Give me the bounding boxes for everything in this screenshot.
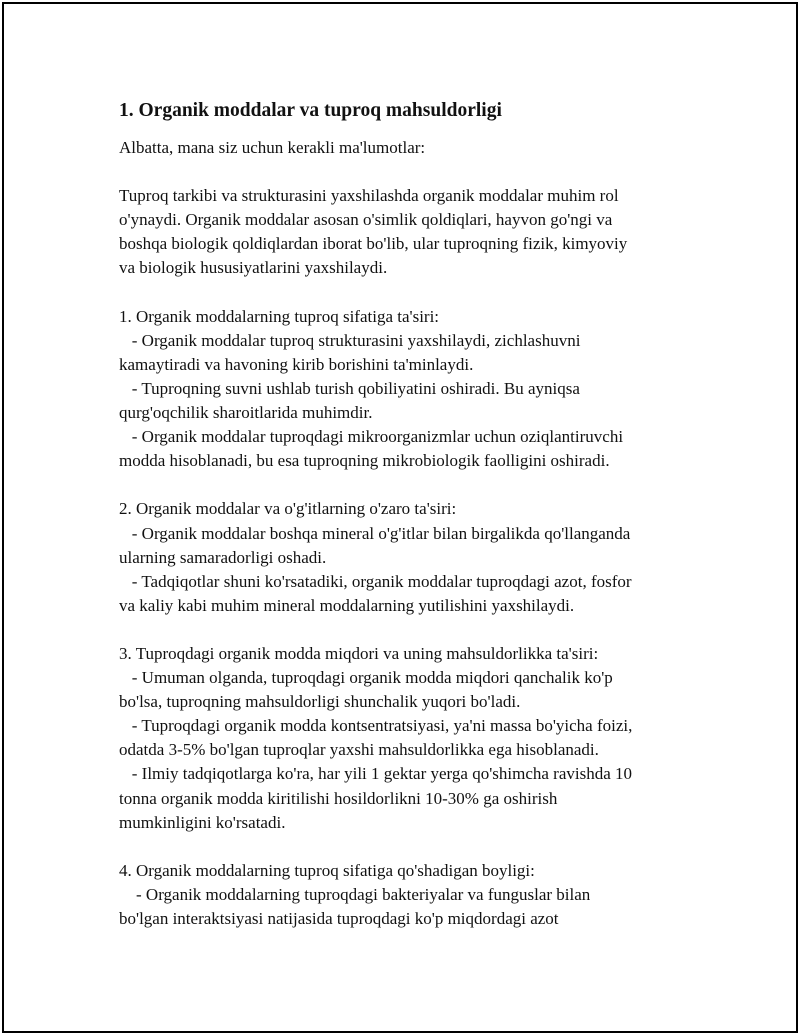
section-heading: 4. Organik moddalarning tuproq sifatiga qo'shadigan boyligi: <box>119 860 535 880</box>
section-line: - Tadqiqotlar shuni ko'rsatadiki, organik moddalar tuproqdagi azot, fosfor <box>119 571 632 591</box>
paragraph-line: o'ynaydi. Organik moddalar asosan o'simlik qoldiqlari, hayvon go'ngi va <box>119 210 613 230</box>
paragraph-gap <box>119 618 689 642</box>
section-line: kamaytiradi va havoning kirib borishini ta'minlaydi. <box>119 354 474 374</box>
section-line: - Organik moddalar tuproq strukturasini yaxshilaydi, zichlashuvni <box>119 330 581 350</box>
section-line: tonna organik modda kiritilishi hosildorlikni 10-30% ga oshirish <box>119 788 558 808</box>
intro-paragraph <box>119 184 689 280</box>
section-line: mumkinligini ko'rsatadi. <box>119 812 286 832</box>
section-heading: 1. Organik moddalarning tuproq sifatiga ta'siri: <box>119 306 440 326</box>
section-line: - Organik moddalar boshqa mineral o'g'itlar bilan birgalikda qo'llanganda <box>119 523 631 543</box>
section-line: - Umuman olganda, tuproqdagi organik modda miqdori qanchalik ko'p <box>119 668 613 688</box>
section-3 <box>119 642 689 835</box>
paragraph-gap <box>119 473 689 497</box>
section-line: bo'lsa, tuproqning mahsuldorligi shunchalik yuqori bo'ladi. <box>119 692 521 712</box>
section-line: qurg'oqchilik sharoitlarida muhimdir. <box>119 403 373 423</box>
paragraph-line: boshqa biologik qoldiqlardan iborat bo'lib, ular tuproqning fizik, kimyoviy <box>119 234 628 254</box>
section-line: va kaliy kabi muhim mineral moddalarning yutilishini yaxshilaydi. <box>119 595 575 615</box>
document-page <box>2 2 798 1033</box>
section-line: - Ilmiy tadqiqotlarga ko'ra, har yili 1 gektar yerga qo'shimcha ravishda 10 <box>119 764 632 784</box>
section-line: bo'lgan interaktsiyasi natijasida tuproqdagi ko'p miqdordagi azot <box>119 909 559 928</box>
paragraph-line: Tuproq tarkibi va strukturasini yaxshilashda organik moddalar muhim rol <box>119 186 619 206</box>
document-content <box>119 98 689 931</box>
intro-text: Albatta, mana siz uchun kerakli ma'lumotlar: <box>119 138 426 157</box>
section-heading: 2. Organik moddalar va o'g'itlarning o'zaro ta'siri: <box>119 499 457 519</box>
section-line: odatda 3-5% bo'lgan tuproqlar yaxshi mahsuldorlikka ega hisoblanadi. <box>119 740 599 760</box>
paragraph-gap <box>119 835 689 859</box>
paragraph-gap <box>119 160 689 184</box>
section-line: - Tuproqdagi organik modda kontsentratsiyasi, ya'ni massa bo'yicha foizi, <box>119 716 633 736</box>
section-heading: 3. Tuproqdagi organik modda miqdori va uning mahsuldorlikka ta'siri: <box>119 643 599 663</box>
paragraph-gap <box>119 281 689 305</box>
section-line: modda hisoblanadi, bu esa tuproqning mikrobiologik faolligini oshiradi. <box>119 451 610 471</box>
document-title: 1. Organik moddalar va tuproq mahsuldorligi <box>119 100 502 121</box>
section-line: - Organik moddalar tuproqdagi mikroorganizmlar uchun oziqlantiruvchi <box>119 427 624 447</box>
section-line: - Tuproqning suvni ushlab turish qobiliyatini oshiradi. Bu ayniqsa <box>119 378 580 398</box>
section-line: - Organik moddalarning tuproqdagi bakteriyalar va funguslar bilan <box>119 884 591 904</box>
section-2 <box>119 497 689 617</box>
section-line: ularning samaradorligi oshadi. <box>119 547 327 567</box>
section-1 <box>119 305 689 474</box>
section-4 <box>119 859 689 931</box>
paragraph-line: va biologik hususiyatlarini yaxshilaydi. <box>119 258 388 278</box>
